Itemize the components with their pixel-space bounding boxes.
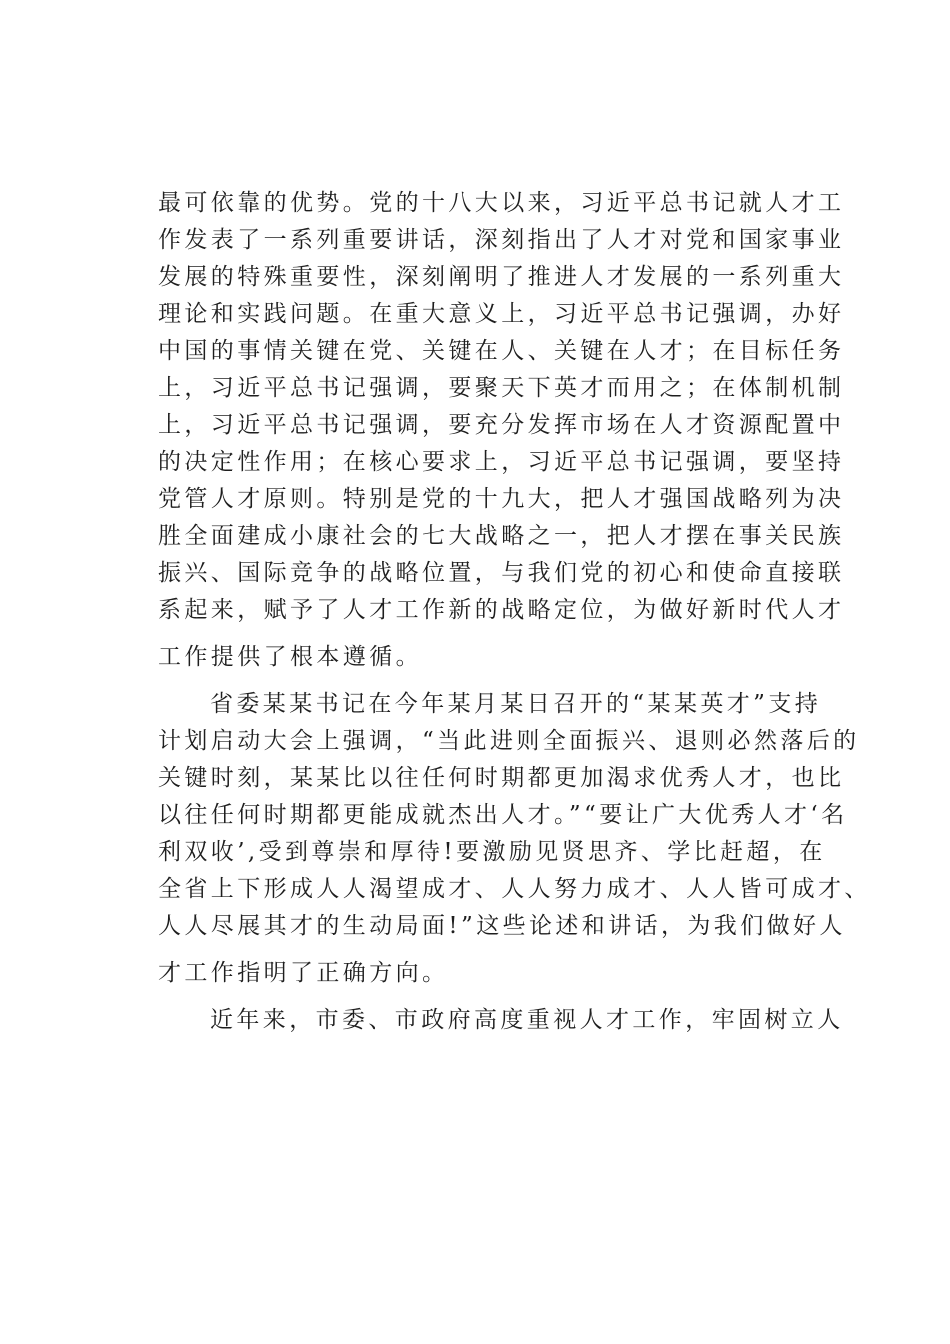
paragraph — [158, 185, 845, 676]
text-line: 党管人才原则。特别是党的十九大，把人才强国战略列为决 — [158, 486, 845, 512]
text-line: 人人尽展其才的生动局面!”这些论述和讲话，为我们做好人 — [158, 913, 846, 939]
text-line: 工作提供了根本遵循。 — [158, 644, 422, 670]
text-line: 胜全面建成小康社会的七大战略之一，把人才摆在事关民族 — [158, 523, 845, 549]
paragraph — [158, 1002, 844, 1039]
text-line: 中国的事情关键在党、关键在人、关键在人才；在目标任务 — [158, 338, 845, 364]
text-line: 发展的特殊重要性，深刻阐明了推进人才发展的一系列重大 — [158, 264, 845, 290]
text-line: 关键时刻，某某比以往任何时期都更加渴求优秀人才，也比 — [158, 765, 845, 791]
paragraph — [158, 686, 871, 992]
text-line: 全省上下形成人人渴望成才、人人努力成才、人人皆可成才、 — [158, 876, 871, 902]
text-line: 最可依靠的优势。党的十八大以来，习近平总书记就人才工 — [158, 190, 845, 216]
text-line: 利双收’,受到尊崇和厚待!要激励见贤思齐、学比赶超，在 — [158, 839, 826, 865]
text-line: 省委某某书记在今年某月某日召开的“某某英才”支持 — [210, 691, 822, 717]
text-line: 系起来，赋予了人才工作新的战略定位，为做好新时代人才 — [158, 597, 845, 623]
text-line: 的决定性作用；在核心要求上，习近平总书记强调，要坚持 — [158, 449, 845, 475]
text-line: 近年来，市委、市政府高度重视人才工作，牢固树立人 — [210, 1007, 844, 1033]
text-line: 作发表了一系列重要讲话，深刻指出了人才对党和国家事业 — [158, 227, 845, 253]
text-line: 上，习近平总书记强调，要聚天下英才而用之；在体制机制 — [158, 375, 845, 401]
document-body — [158, 185, 871, 1039]
text-line: 计划启动大会上强调，“当此进则全面振兴、退则必然落后的 — [158, 728, 860, 754]
text-line: 理论和实践问题。在重大意义上，习近平总书记强调，办好 — [158, 301, 845, 327]
text-line: 上，习近平总书记强调，要充分发挥市场在人才资源配置中 — [158, 412, 845, 438]
text-line: 振兴、国际竞争的战略位置，与我们党的初心和使命直接联 — [158, 560, 845, 586]
text-line: 以往任何时期都更能成就杰出人才。”“要让广大优秀人才‘名 — [158, 802, 848, 828]
text-line: 才工作指明了正确方向。 — [158, 960, 449, 986]
